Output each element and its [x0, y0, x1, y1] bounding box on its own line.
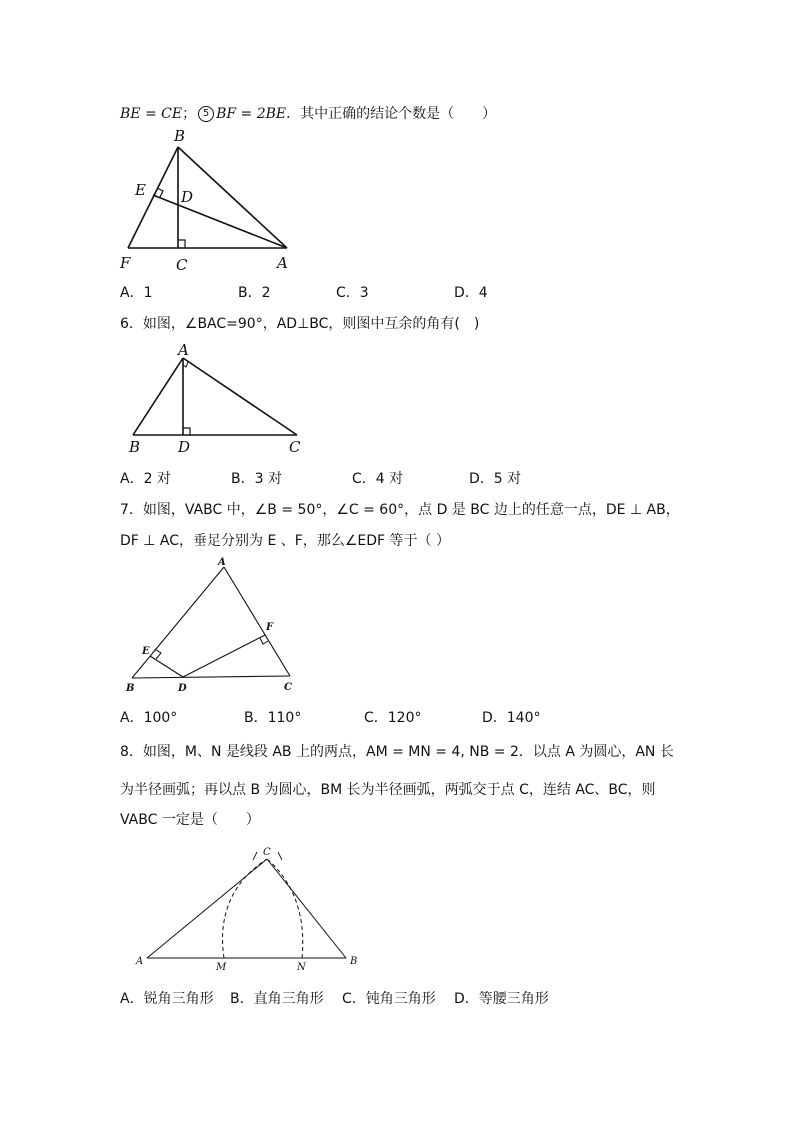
q7-label-b: B — [126, 683, 135, 694]
q8-stem-line-1: 8．如图，M、N 是线段 AB 上的两点，AM = MN = 4, NB = 2．以点 A 为圆心，AN 长 — [120, 744, 674, 760]
q8-label-n: N — [297, 962, 306, 973]
q5-separator: ； — [182, 106, 197, 122]
q5-label-a: A — [277, 254, 288, 272]
q8-label-m: M — [216, 962, 227, 973]
q5-option-c[interactable]: C．3 — [336, 285, 369, 301]
q6-option-a[interactable]: A．2 对 — [120, 471, 171, 487]
q7-option-b[interactable]: B．110° — [244, 710, 302, 726]
q7-option-c[interactable]: C．120° — [364, 710, 422, 726]
q8-label-b: B — [350, 956, 358, 967]
q8-label-a: A — [136, 956, 144, 967]
q6-option-c[interactable]: C．4 对 — [352, 471, 404, 487]
q5-stem-line — [120, 103, 496, 123]
q8-option-b[interactable]: B．直角三角形 — [230, 991, 324, 1007]
q7-figure — [120, 555, 310, 700]
q5-option-d[interactable]: D．4 — [454, 285, 488, 301]
q7-option-d[interactable]: D．140° — [482, 710, 541, 726]
q5-circled-number: 5 — [198, 106, 214, 122]
q7-stem-line-1: 7．如图，VABC 中，∠B = 50°，∠C = 60°，点 D 是 BC 边上的任意一点，DE ⊥ AB， — [120, 502, 680, 518]
q5-label-d: D — [181, 188, 194, 206]
q8-figure — [130, 838, 370, 978]
q7-option-a[interactable]: A．100° — [120, 710, 178, 726]
q6-label-a: A — [178, 341, 189, 359]
q6-label-d: D — [178, 438, 191, 456]
q6-stem: 6．如图，∠BAC=90°，AD⊥BC，则图中互余的角有( ) — [120, 316, 480, 332]
q7-stem-line-2: DF ⊥ AC，垂足分别为 E 、F，那么∠EDF 等于（ ） — [120, 533, 450, 549]
q7-label-e: E — [142, 646, 150, 657]
q5-question-text: ．其中正确的结论个数是（ ） — [286, 106, 497, 122]
q5-option-a[interactable]: A．1 — [120, 285, 153, 301]
q8-option-c[interactable]: C．钝角三角形 — [342, 991, 436, 1007]
q5-label-f: F — [120, 254, 131, 272]
q8-stem-line-2: 为半径画弧；再以点 B 为圆心，BM 长为半径画弧，两弧交于点 C，连结 AC、BC，则 — [120, 782, 656, 798]
q8-stem-line-3: VABC 一定是（ ） — [120, 812, 260, 828]
q8-label-c: C — [263, 847, 271, 858]
q5-label-e: E — [135, 181, 146, 199]
q5-option-b[interactable]: B．2 — [238, 285, 271, 301]
q6-option-d[interactable]: D．5 对 — [469, 471, 522, 487]
q7-label-d: D — [178, 683, 187, 694]
q8-option-a[interactable]: A．锐角三角形 — [120, 991, 214, 1007]
q6-figure — [125, 338, 315, 458]
q7-label-c: C — [284, 682, 292, 693]
q5-condition-5: BF = 2BE — [216, 106, 287, 122]
q6-option-b[interactable]: B．3 对 — [231, 471, 282, 487]
q6-label-b: B — [129, 438, 141, 456]
q6-label-c: C — [289, 438, 301, 456]
q7-label-a: A — [218, 557, 226, 568]
q8-option-d[interactable]: D．等腰三角形 — [454, 991, 549, 1007]
q5-condition-4: BE = CE — [120, 106, 183, 122]
q7-label-f: F — [266, 622, 274, 633]
q5-figure — [110, 125, 310, 275]
q5-label-c: C — [176, 256, 188, 274]
q5-label-b: B — [174, 127, 186, 145]
